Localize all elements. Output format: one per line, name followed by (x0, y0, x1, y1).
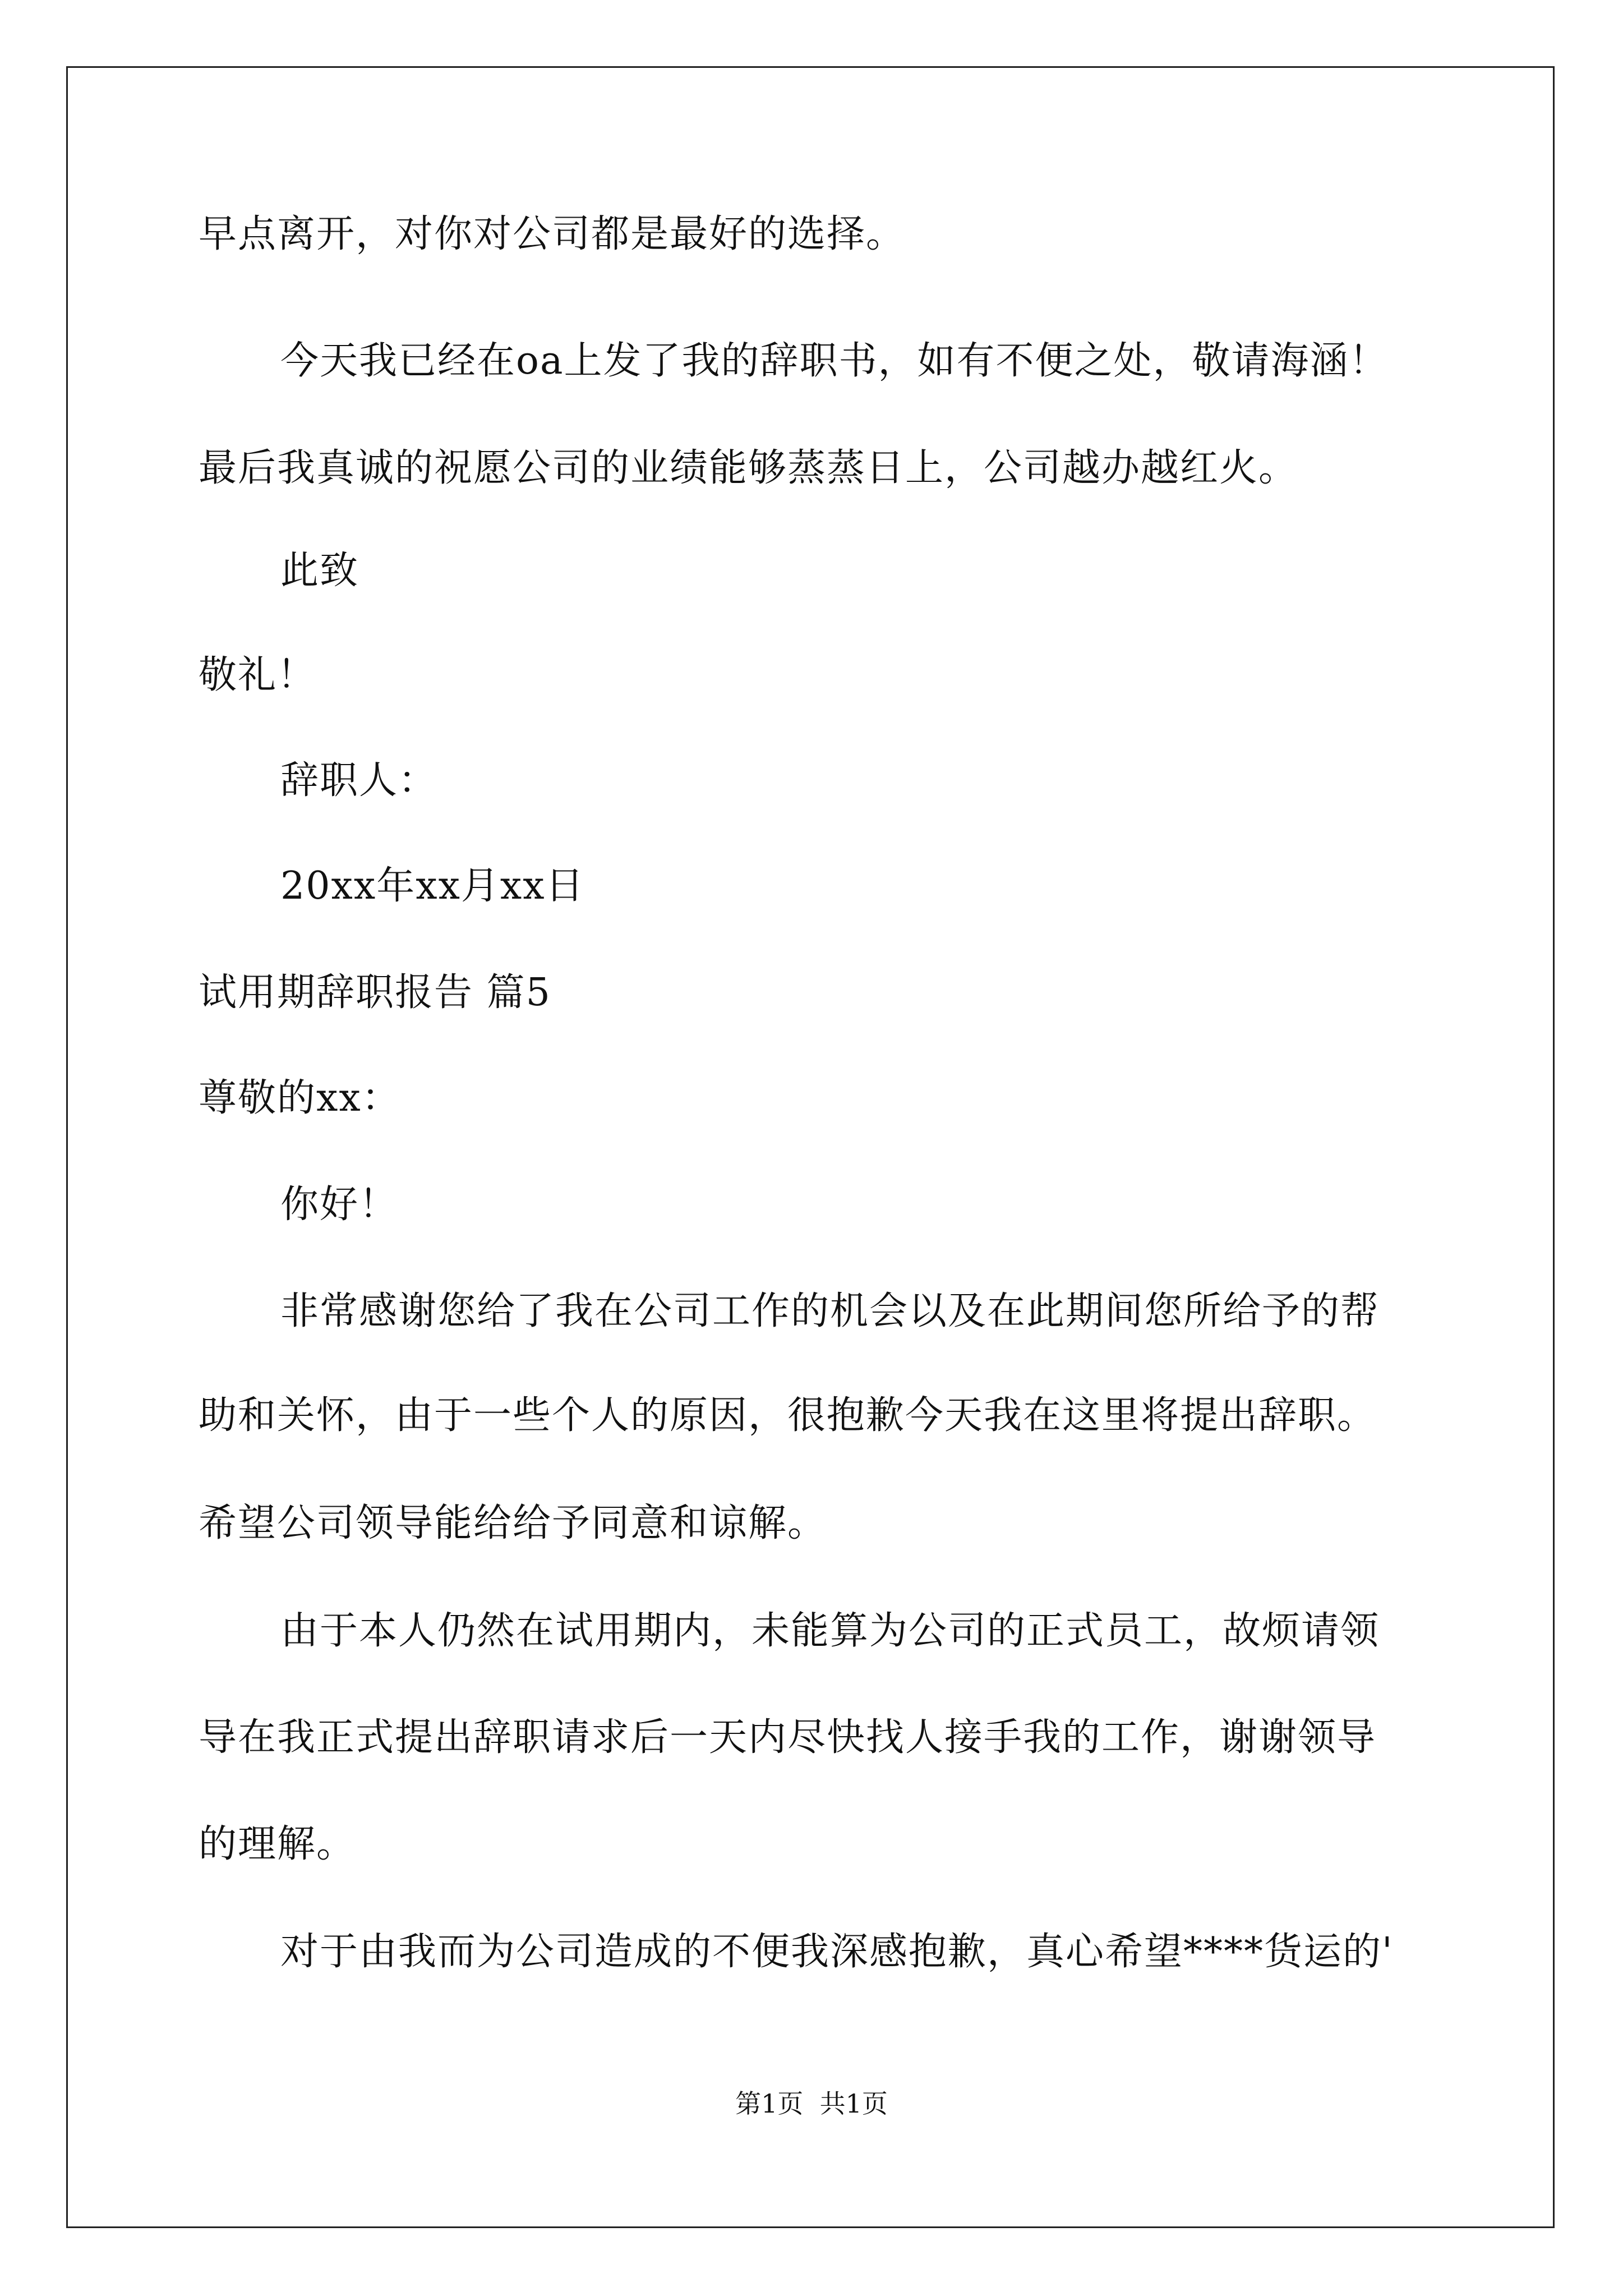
body-line-2: 今天我已经在oa上发了我的辞职书，如有不便之处，敬请海涵！ (280, 339, 1389, 383)
greeting-line: 你好！ (280, 1182, 399, 1227)
signature-label: 辞职人： (280, 758, 438, 803)
body-line-3: 最后我真诚的祝愿公司的业绩能够蒸蒸日上，公司越办越红火。 (199, 446, 1298, 490)
page-footer: 第1页 共1页 (735, 2088, 888, 2119)
page-frame (66, 66, 1555, 2228)
body-line-10: 对于由我而为公司造成的不便我深感抱歉，真心希望****货运的' (280, 1930, 1394, 1974)
body-line-9: 的理解。 (199, 1822, 356, 1866)
section-heading: 试用期辞职报告 篇5 (199, 970, 551, 1015)
recipient-line: 尊敬的xx： (199, 1076, 401, 1120)
body-line-8: 导在我正式提出辞职请求后一天内尽快找人接手我的工作，谢谢领导 (199, 1715, 1377, 1760)
body-line-7: 由于本人仍然在试用期内，未能算为公司的正式员工，故烦请领 (280, 1609, 1380, 1653)
salutation-jingli: 敬礼！ (199, 653, 317, 697)
body-line-4: 非常感谢您给了我在公司工作的机会以及在此期间您所给予的帮 (280, 1289, 1380, 1333)
body-line-6: 希望公司领导能给给予同意和谅解。 (199, 1501, 827, 1545)
date-line: 20xx年xx月xx日 (280, 864, 585, 908)
body-line-5: 助和关怀，由于一些个人的原因，很抱歉今天我在这里将提出辞职。 (199, 1393, 1377, 1438)
body-line-1: 早点离开，对你对公司都是最好的选择。 (199, 212, 906, 256)
salutation-cizhi: 此致 (280, 549, 359, 593)
